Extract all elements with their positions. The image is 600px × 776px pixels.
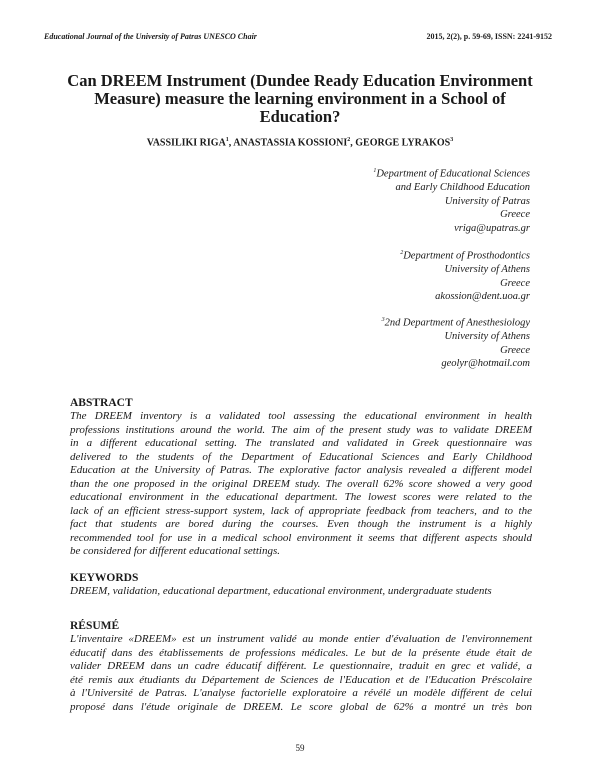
author-sup: 2 [347,137,351,143]
aff-line: and Early Childhood Education [395,182,530,193]
aff-sup: 1 [373,168,377,174]
author-sup: 1 [225,137,229,143]
text-line: valider DREEM dans un cadre éducatif différent. Le questionnaire, traduit en grec et validé, a [70,660,532,672]
paper-title [60,72,540,126]
text-line: recommended tool for use in a medical school environment it seems that different aspects should [70,531,532,544]
aff-sup: 2 [400,250,404,256]
aff-line: University of Patras [444,195,530,207]
aff-line: University of Athens [444,331,530,342]
aff-line: Greece [500,277,530,289]
title-line: Can DREEM Instrument (Dundee Ready Education Environment [67,71,533,90]
aff-line: Department of Prosthodontics [403,250,530,262]
affiliation-1 [373,165,530,235]
aff-line: 2nd Department of Anesthesiology [384,317,530,329]
text-line: professions institutions around the world. The aim of the present study was to validate DREEM [70,423,532,436]
journal-header: Educational Journal of the University of Patras UNESCO Chair [44,32,257,41]
text-line: L'inventaire «DREEM» est un instrument validé au monde entier d'évaluation de l'environnement [70,633,532,645]
author-sup: 3 [450,137,454,143]
affiliation-3 [382,314,530,371]
aff-line: Greece [500,344,530,356]
text-line: than the one proposed in the original DREEM study. The overall 62% score showed a very good [70,477,532,490]
aff-sup: 3 [381,317,385,323]
aff-line: University of Athens [444,264,530,275]
title-line: Measure) measure the learning environment in a School of [94,89,506,108]
author-list: VASSILIKI RIGA$^1$, ANASTASSIA KOSSIONI$^2$, GEORGE LYRAKOS$^3$ [146,137,454,149]
author-name: VASSILIKI RIGA [146,137,226,149]
text-line: à l'Université de Patras. L'analyse factorielle exploratoire a révélé un modèle différent de celui [70,687,532,699]
aff-line: Department of Educational Sciences [376,168,530,180]
resume-section [70,619,532,714]
abstract-section [70,396,532,559]
author-name: ANASTASSIA KOSSIONI [233,137,348,149]
keywords-section [70,571,532,599]
text-line: educational environment in the educational department. The lowest scores were related to the [70,491,532,503]
author-name: GEORGE LYRAKOS [355,137,451,149]
resume-body [70,633,532,714]
text-line: Education at the University of Patras. The explorative factor analysis revealed a different model [70,464,532,476]
text-line: delivered to the students of the Department of Educational Sciences and Early Childhood [70,450,532,463]
page-number: 59 [295,743,305,753]
text-line: The DREEM inventory is a validated tool assessing the educational environment in health [70,410,532,422]
keywords-heading: KEYWORDS [70,572,139,584]
citation-header: 2015, 2(2), p. 59-69, ISSN: 2241-9152 [426,32,552,41]
aff-email: vriga@upatras.gr [454,222,530,234]
affiliation-2 [400,247,530,304]
text-line: lack of an efficient stress-support system, lack of appropriate feedback from teachers, and to the [70,504,532,517]
text-line: éducatif dans des établissements de professions médicales. Le but de la présente étude était de [70,646,532,659]
text-line: DREEM, validation, educational department, educational environment, undergraduate students [70,585,492,597]
keywords-body [70,585,532,599]
aff-email: akossion@dent.uoa.gr [435,291,530,302]
title-line: Education? [259,107,341,126]
text-line: be considered for different educational settings. [70,545,280,557]
aff-email: geolyr@hotmail.com [441,358,530,369]
text-line: proposé dans l'étude originale de DREEM. Le score global de 62% a montré un très bon [70,700,532,713]
text-line: été remis aux étudiants du Département de Sciences de l'Education et de l'Education Préscolaire [70,673,532,686]
resume-heading: RÉSUMÉ [70,620,120,632]
abstract-heading: ABSTRACT [70,397,133,409]
text-line: in a different educational setting. The translated and validated in Greek questionnaire was [70,437,532,449]
aff-line: Greece [500,209,530,220]
text-line: fact that students are bored during the courses. Even though the instrument is a highly [70,518,532,530]
abstract-body [70,410,532,559]
